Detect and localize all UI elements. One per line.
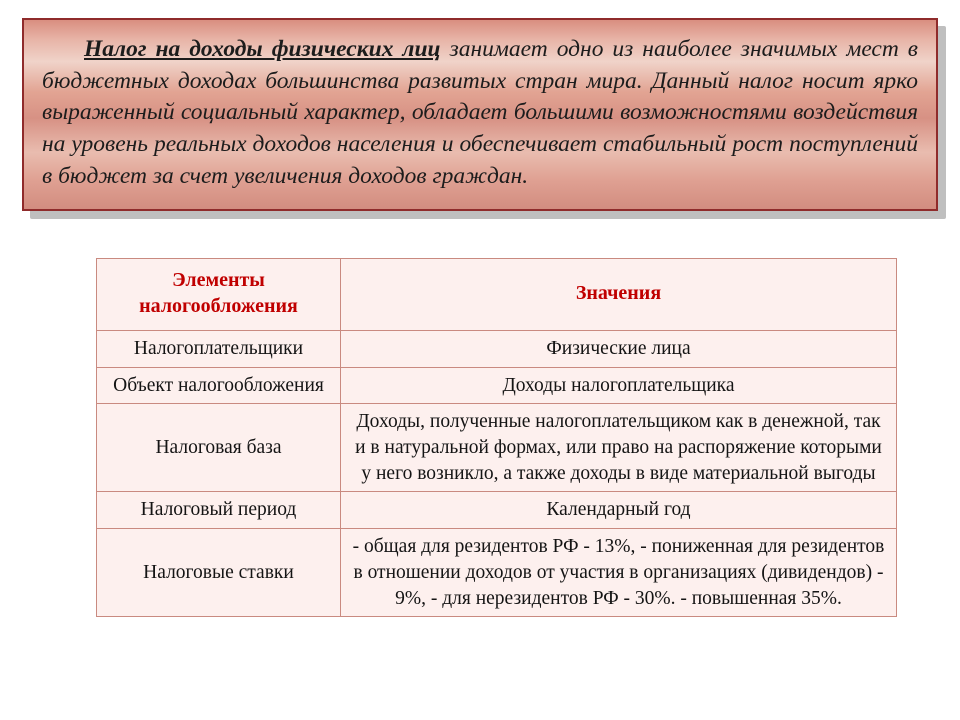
elements-table — [96, 258, 897, 617]
intro-body: занимает одно из наиболее значимых мест в бюджетных доходах большинства развитых стран мира. Данный налог носит ярко выраженный социальный характер, обладает большими возможностями воздействия на уровень реальных доходов населения и обеспечивает стабильный рост поступлений в бюджет за счет увеличения доходов граждан. — [42, 36, 919, 189]
intro-banner-box — [22, 18, 938, 211]
table-cell-value: Доходы, полученные налогоплательщиком как в денежной, так и в натуральной формах, или право на распоряжение которыми у него возникло, а также доходы в виде материальной выгоды — [341, 404, 897, 492]
table-header-elements: Элементы налогообложения — [97, 259, 341, 331]
table-row — [97, 330, 897, 367]
table-cell-value: Календарный год — [341, 492, 897, 529]
table-row — [97, 367, 897, 404]
intro-banner — [22, 18, 938, 211]
table-row — [97, 492, 897, 529]
table-cell-value: Физические лица — [341, 330, 897, 367]
table-cell-element: Налоговая база — [97, 404, 341, 492]
elements-table-wrapper — [96, 258, 896, 617]
table-cell-value: - общая для резидентов РФ - 13%, - пониженная для резидентов в отношении доходов от участия в организациях (дивидендов) - 9%, - для нерезидентов РФ - 30%. - повышенная 35%. — [341, 529, 897, 617]
table-cell-value: Доходы налогоплательщика — [341, 367, 897, 404]
table-row — [97, 404, 897, 492]
table-cell-element: Налоговый период — [97, 492, 341, 529]
table-header-row — [97, 259, 897, 331]
table-cell-element: Объект налогообложения — [97, 367, 341, 404]
table-cell-element: Налоговые ставки — [97, 529, 341, 617]
table-row — [97, 529, 897, 617]
intro-lead: Налог на доходы физических лиц — [84, 36, 441, 62]
table-cell-element: Налогоплательщики — [97, 330, 341, 367]
table-header-values: Значения — [341, 259, 897, 331]
intro-paragraph — [42, 34, 918, 193]
